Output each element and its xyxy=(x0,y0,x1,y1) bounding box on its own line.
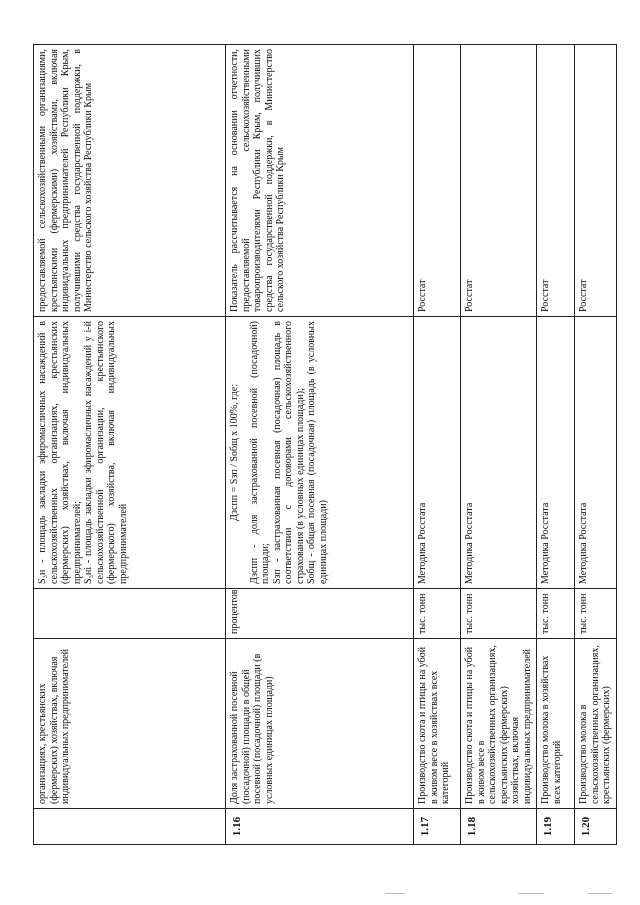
scan-mark xyxy=(588,893,612,894)
table-row xyxy=(414,45,461,845)
source-cell: Росстат xyxy=(461,45,537,317)
indicator-name: Производство скота и птицы на убой в живом весе в хозяйствах всех категорий xyxy=(414,639,461,809)
formula-main: Дзспп = Sзп / Sобщ x 100%, где: xyxy=(229,383,240,522)
source-cell: предоставляемой сельскохозяйственными организациями, крестьянскими (фермерскими) хозяйствами, включая индивидуальных предпринимателей Республики Крым, получившими средства государственной поддержки, в Министерство сельского хозяйства Республики Крым xyxy=(34,45,226,317)
unit-cell: тыс. тонн xyxy=(537,589,575,639)
indicator-name: Производство молока в хозяйствах всех категорий xyxy=(537,639,575,809)
table-row xyxy=(34,45,226,845)
source-cell: Росстат xyxy=(575,45,617,317)
method-cell: Методика Росстата xyxy=(414,317,461,589)
row-number: 1.16 xyxy=(226,809,414,845)
scan-mark xyxy=(385,893,405,894)
row-number: 1.18 xyxy=(461,809,537,845)
source-cell: Росстат xyxy=(414,45,461,317)
method-cell: Методика Росстата xyxy=(461,317,537,589)
unit-cell: тыс. тонн xyxy=(461,589,537,639)
unit-cell: процентов xyxy=(226,589,414,639)
indicator-name: организациях, крестьянских (фермерских) хозяйствах, включая индивидуальных предпринимателей xyxy=(34,639,226,809)
method-cell: Методика Росстата xyxy=(575,317,617,589)
formula-cell xyxy=(34,317,226,589)
formula-line: Sобщ - общая посевная (посадочная) площадь (в условных единицах площади) xyxy=(306,321,329,584)
table-row xyxy=(461,45,537,845)
indicator-name: Производство скота и птицы на убой в живом весе в сельскохозяйственных организациях, крестьянских (фермерских) хозяйствах, включая индивидуальных предпринимателей xyxy=(461,639,537,809)
formula-cell xyxy=(226,317,414,589)
row-number: 1.19 xyxy=(537,809,575,845)
source-cell: Росстат xyxy=(537,45,575,317)
source-cell: Показатель рассчитывается на основании отчетности, предоставляемой сельскохозяйственными товаропроизводителями Республики Крым, получивших средства государственной поддержки, в Министерство сельского хозяйства Республики Крым xyxy=(226,45,414,317)
method-cell: Методика Росстата xyxy=(537,317,575,589)
unit-cell: тыс. тонн xyxy=(414,589,461,639)
formula-line: Sзп - застрахованная посевная (посадочная) площадь в соответствии с договорами сельскохозяйственного страхования (в условных единицах площади); xyxy=(271,321,306,584)
scan-mark xyxy=(518,893,544,894)
table-row xyxy=(537,45,575,845)
row-number xyxy=(34,809,226,845)
row-number: 1.17 xyxy=(414,809,461,845)
indicator-name: Доля застрахованной посевной (посадочной) площади в общей посевной (посадочной) площади (в условных единицах площади) xyxy=(226,639,414,809)
table-row xyxy=(226,45,414,845)
rotated-table-container xyxy=(33,45,612,845)
indicator-name: Производство молока в сельскохозяйственных организациях, крестьянских (фермерских) xyxy=(575,639,617,809)
formula-line: Дзспп - доля застрахованной посевной (посадочной) площади; xyxy=(248,321,271,584)
table-row xyxy=(575,45,617,845)
unit-cell xyxy=(34,589,226,639)
formula-line: S₃н - площадь закладки эфиромасличных насаждений в сельскохозяйственных организациях, крестьянских (фермерских) хозяйствах, включая индивидуальных предпринимателей; xyxy=(37,321,83,584)
unit-cell: тыс. тонн xyxy=(575,589,617,639)
indicators-table xyxy=(33,44,617,845)
row-number: 1.20 xyxy=(575,809,617,845)
formula-line: S₃нi - площадь закладки эфиромасличных насаждений у i-й сельскохозяйственной организации, крестьянского (фермерского) хозяйства, включая индивидуальных предпринимателей xyxy=(83,321,129,584)
